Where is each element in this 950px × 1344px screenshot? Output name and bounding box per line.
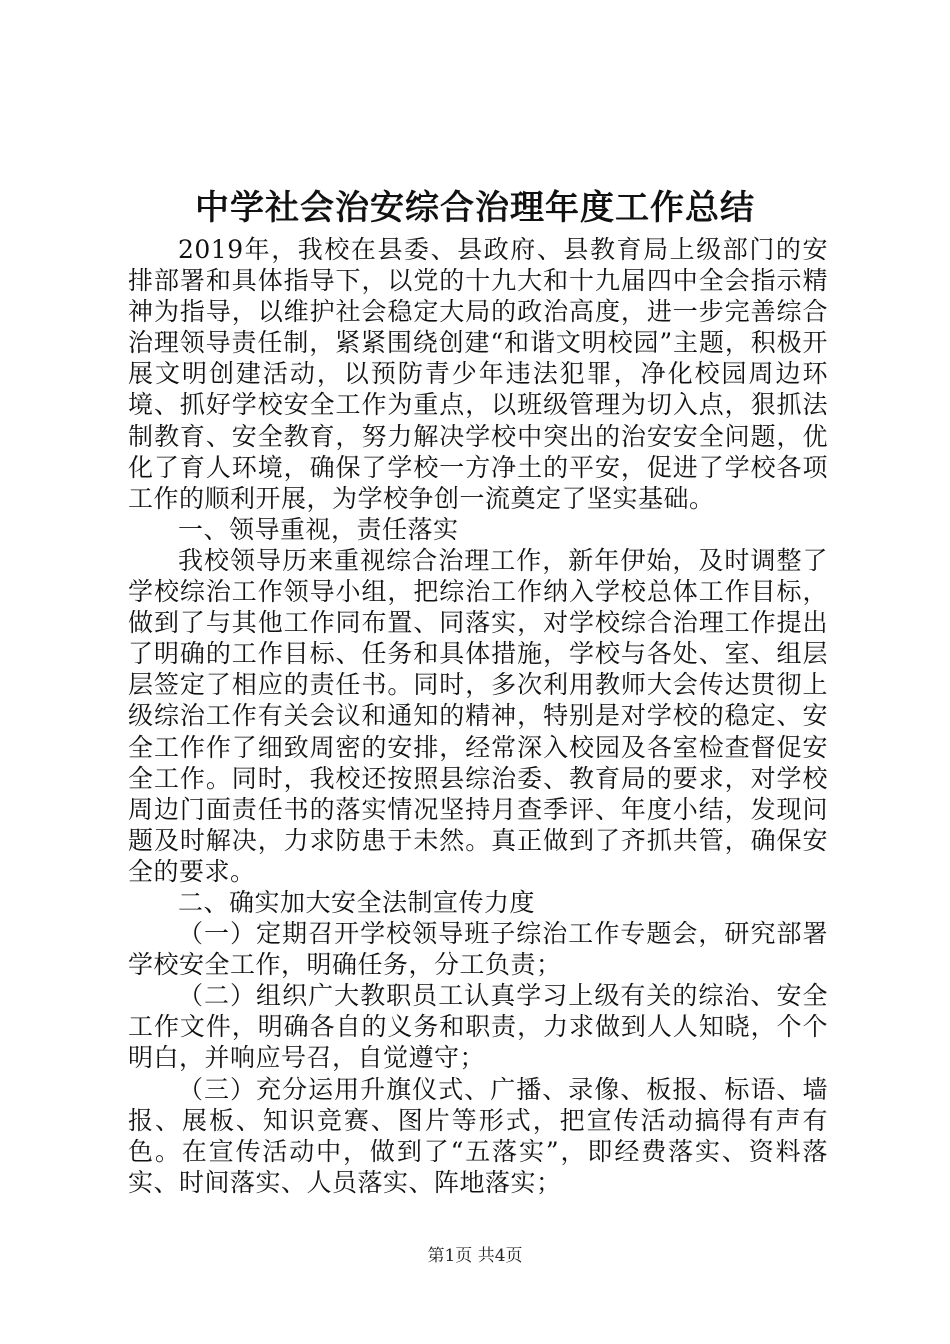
section-heading-1: 一、领导重视，责任落实	[178, 514, 459, 544]
paragraph-item-2: （二）组织广大教职员工认真学习上级有关的综治、安全工作文件，明确各自的义务和职责，力求做到人人知晓，个个明白，并响应号召，自觉遵守；	[128, 981, 828, 1073]
page-number-footer: 第1页 共4页	[427, 1246, 523, 1266]
section-heading-2: 二、确实加大安全法制宣传力度	[178, 887, 536, 917]
paragraph-leadership: 我校领导历来重视综合治理工作，新年伊始，及时调整了学校综治工作领导小组，把综治工作纳入学校总体工作目标，做到了与其他工作同布置、同落实，对学校综合治理工作提出了明确的工作目标、任务和具体措施，学校与各处、室、组层层签定了相应的责任书。同时，多次利用教师大会传达贯彻上级综治工作有关会议和通知的精神，特别是对学校的稳定、安全工作作了细致周密的安排，经常深入校园及各室检查督促安全工作。同时，我校还按照县综治委、教育局的要求，对学校周边门面责任书的落实情况坚持月查季评、年度小结，发现问题及时解决，力求防患于未然。真正做到了齐抓共管，确保安全的要求。	[128, 545, 828, 886]
paragraph-intro: 2019年，我校在县委、县政府、县教育局上级部门的安排部署和具体指导下，以党的十九大和十九届四中全会指示精神为指导，以维护社会稳定大局的政治高度，进一步完善综合治理领导责任制，紧紧围绕创建“和谐文明校园”主题，积极开展文明创建活动，以预防青少年违法犯罪，净化校园周边环境、抓好学校安全工作为重点，以班级管理为切入点，狠抓法制教育、安全教育，努力解决学校中突出的治安安全问题，优化了育人环境，确保了学校一方净土的平安，促进了学校各项工作的顺利开展，为学校争创一流奠定了坚实基础。	[128, 235, 828, 513]
document-title: 中学社会治安综合治理年度工作总结	[195, 188, 755, 228]
paragraph-item-3: （三）充分运用升旗仪式、广播、录像、板报、标语、墙报、展板、知识竞赛、图片等形式，把宣传活动搞得有声有色。在宣传活动中，做到了“五落实”，即经费落实、资料落实、时间落实、人员落实、阵地落实；	[128, 1074, 828, 1197]
paragraph-item-1: （一）定期召开学校领导班子综治工作专题会，研究部署学校安全工作，明确任务，分工负责；	[128, 919, 828, 980]
document-body	[128, 234, 828, 1198]
